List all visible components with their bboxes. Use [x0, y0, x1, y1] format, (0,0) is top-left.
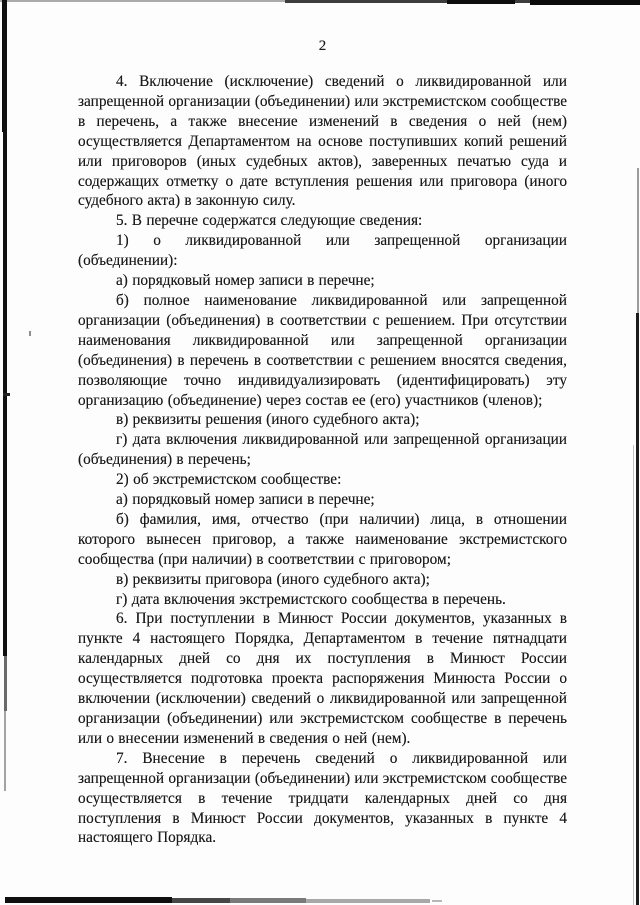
- scan-edge-bottom-light: [306, 899, 430, 903]
- scan-edge-bottom-dots: [432, 900, 442, 902]
- paragraph-6: 6. При поступлении в Минюст России документов, указанных в пункте 4 настоящего Порядка, Департаментом в течение пятнадцати календарных дней со дня их поступления в Минюст России осуществляется подготовка проекта распоряжения Минюста России о включении (исключении) сведений о ликвидированной или запрещенной организации (объединении) или экстремистском сообществе в перечень или о внесении изменений в сведения о ней (нем).: [78, 610, 567, 747]
- scan-edge-right-inner: [633, 445, 634, 905]
- scan-edge-top-black-corner: [530, 0, 640, 5]
- list-item-1v: в) реквизиты решения (иного судебного акта);: [116, 411, 420, 429]
- list-item-1a: а) порядковый номер записи в перечне;: [116, 272, 375, 290]
- list-item-1g: г) дата включения ликвидированной или запрещенной организации (объединения) в перечень;: [78, 431, 567, 469]
- list-item-1b: б) полное наименование ликвидированной или запрещенной организации (объединения) в соответствии с решением. При отсутствии наименования ликвидированной или запрещенной организации (объединения) в перечень в соответствии с решением вносятся сведения, позволяющие точно индивидуализировать (идентифицировать) эту организацию (объединение) через состав ее (его) участников (членов);: [78, 291, 567, 409]
- scan-edge-top-black-segment: [447, 0, 515, 4]
- list-item-1: 1) о ликвидированной или запрещенной организации (объединении):: [78, 232, 567, 270]
- scan-edge-left-tick: [3, 393, 10, 396]
- scan-edge-left-bar: [3, 0, 7, 656]
- scan-edge-left-fade-light: [4, 711, 6, 791]
- list-item-2v: в) реквизиты приговора (иного судебного акта);: [116, 570, 430, 588]
- scan-edge-bottom-mid: [230, 898, 306, 903]
- scan-speck: [29, 331, 31, 336]
- scan-edge-left-fade: [4, 656, 7, 711]
- document-text-block: [78, 36, 567, 848]
- scan-edge-right-gray: [637, 168, 639, 313]
- list-item-2g: г) дата включения экстремистского сообщества в перечень.: [116, 590, 506, 608]
- paragraph-5: 5. В перечне содержатся следующие сведения:: [116, 212, 423, 230]
- scan-edge-bottom-dark: [172, 898, 230, 903]
- paragraph-4: 4. Включение (исключение) сведений о ликвидированной или запрещенной организации (объединении) или экстремистском сообществе в перечень, а также внесение изменений в сведения о ней (нем) осуществляется Департаментом на основе поступивших копий решений или приговоров (иных судебных актов), заверенных печатью суда и содержащих отметку о дате вступления решения или приговора (иного судебного акта) в законную силу.: [78, 73, 567, 210]
- page-number: 2: [318, 38, 327, 54]
- scan-edge-right-dark: [636, 313, 639, 905]
- list-item-2b: б) фамилия, имя, отчество (при наличии) лица, в отношении которого вынесен приговор, а также наименование экстремистского сообщества (при наличии) в соответствии с приговором;: [78, 510, 567, 568]
- list-item-2a: а) порядковый номер записи в перечне;: [116, 491, 375, 509]
- scan-edge-bottom-black: [5, 897, 172, 903]
- list-item-2: 2) об экстремистском сообществе:: [116, 471, 342, 489]
- paragraph-7: 7. Внесение в перечень сведений о ликвидированной или запрещенной организации (объединении) или экстремистском сообществе осуществляется в течение тридцати календарных дней со дня поступления в Минюст России документов, указанных в пункте 4 настоящего Порядка.: [78, 749, 567, 847]
